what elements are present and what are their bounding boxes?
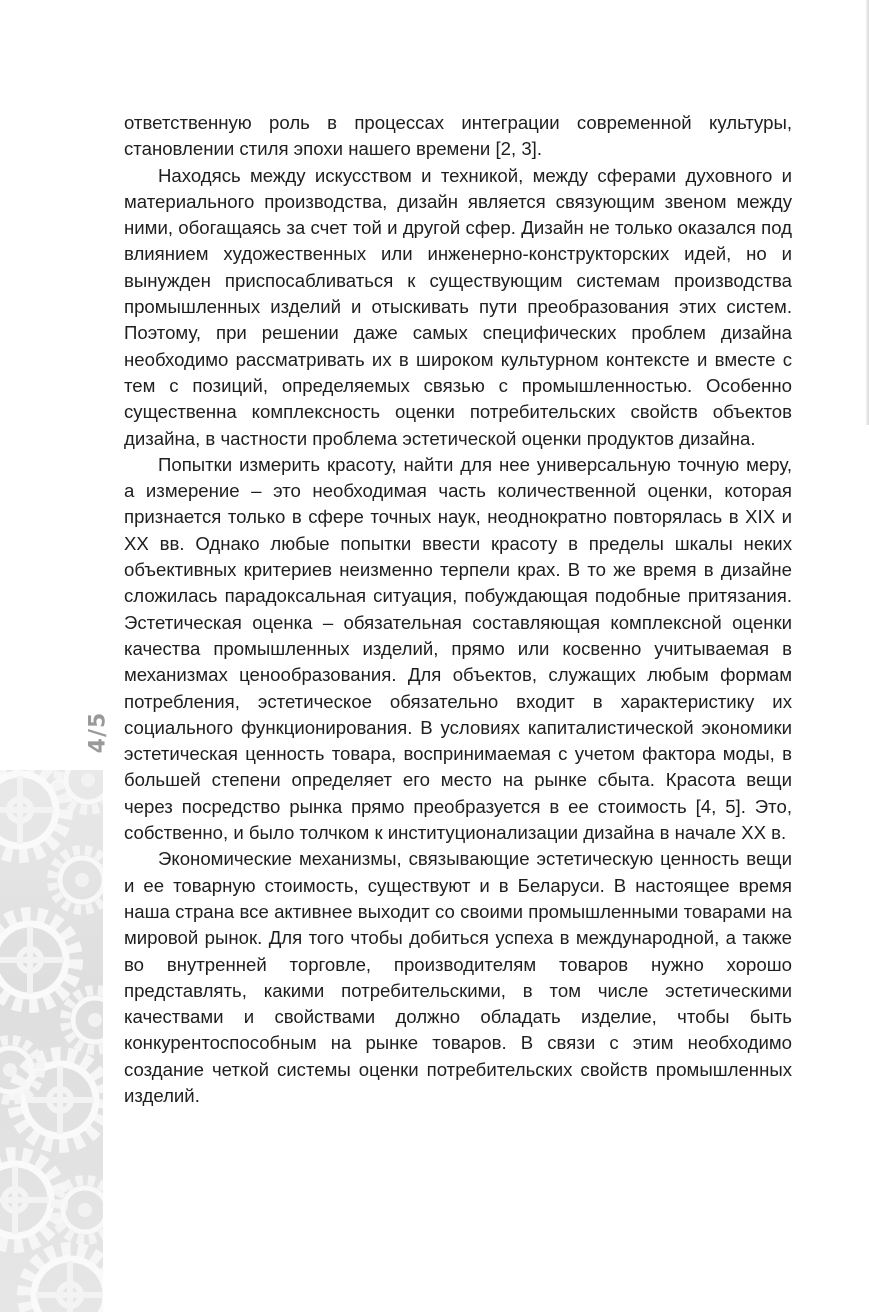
section-page-marker <box>78 707 118 757</box>
page-marker-label: 4/5 <box>85 711 111 753</box>
paragraph: Попытки измерить красоту, найти для нее универсальную точную меру, а измерение – это необходимая часть количественной оценки, которая признается только в сфере точных наук, неоднократно повторялась в XIX и XX вв. Однако любые попытки ввести красоту в пределы шкалы неких объективных критериев неизменно терпели крах. В то же время в дизайне сложилась парадоксальная ситуация, побуждающая подобные притязания. Эстетическая оценка – обязательная составляющая комплексной оценки качества промышленных изделий, прямо или косвенно учитываемая в механизмах ценообразования. Для объектов, служащих любым формам потребления, эстетическое обязательно входит в характеристику их социального функционирования. В условиях капиталистической экономики эстетическая ценность товара, воспринимаемая с учетом фактора моды, в большей степени определяет его место на рынке сбыта. Красота вещи через посредство рынка прямо преобразуется в ее стоимость [4, 5]. Это, собственно, и было толчком к институционализации дизайна в начале XX в. <box>124 453 792 844</box>
paragraph: Находясь между искусством и техникой, между сферами духовного и материального производства, дизайн является связующим звеном между ними, обогащаясь за счет той и другой сфер. Дизайн не только оказался под влиянием художественных или инженерно-конструкторских идей, но и вынужден приспосабливаться к существующим системам производства промышленных изделий и отыскивать пути преобразования этих систем. Поэтому, при решении даже самых специфических проблем дизайна необходимо рассматривать их в широком культурном контексте и вместе с тем с позиций, определяемых связью с промышленностью. Особенно существенна комплексность оценки потребительских свойств объектов дизайна, в частности проблема эстетической оценки продуктов дизайна. <box>124 164 792 449</box>
body-text <box>124 110 792 1109</box>
paragraph: Экономические механизмы, связывающие эстетическую ценность вещи и ее товарную стоимость, существуют и в Беларуси. В настоящее время наша страна все активнее выходит со своими промышленными товарами на мировой рынок. Для того чтобы добиться успеха в международной, а также во внутренней торговле, производителям товаров нужно хорошо представлять, какими потребительскими, в том числе эстетическими качествами и свойствами должно обладать изделие, чтобы быть конкурентоспособным на рынке товаров. В связи с этим необходимо создание четкой системы оценки потребительских свойств промышленных изделий. <box>124 848 792 1106</box>
paragraph-continued: ответственную роль в процессах интеграции современной культуры, становлении стиля эпохи нашего времени [2, 3]. <box>124 112 792 160</box>
gears-icon <box>0 770 103 1312</box>
